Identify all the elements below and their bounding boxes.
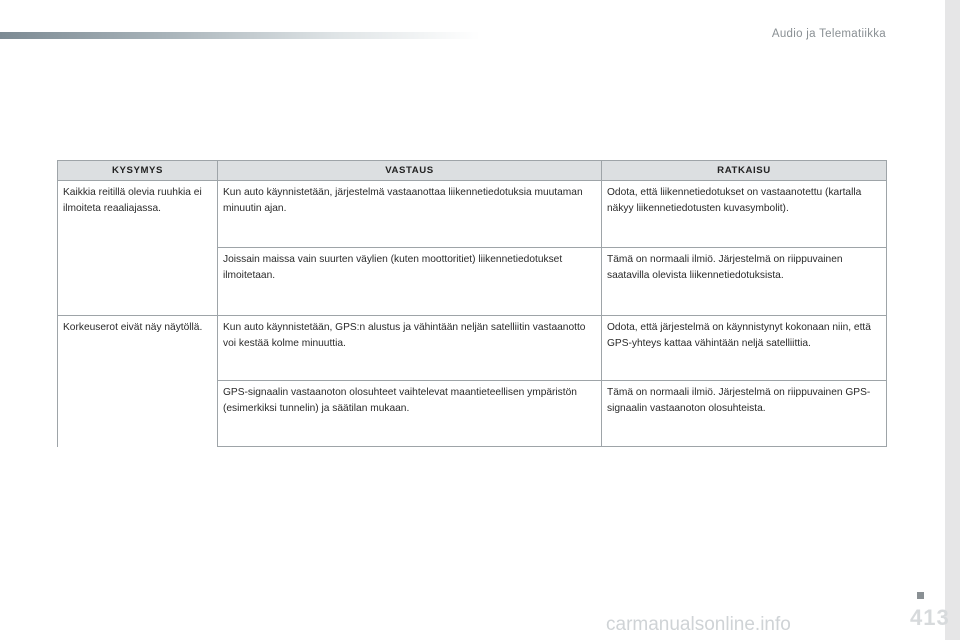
solution-cell: Odota, että järjestelmä on käynnistynyt kokonaan niin, että GPS-yhteys kattaa vähintään neljä satelliittia. xyxy=(602,316,887,381)
column-header-answer: VASTAUS xyxy=(218,161,602,181)
section-title: Audio ja Telematiikka xyxy=(771,28,886,40)
table-row xyxy=(58,316,887,381)
solution-cell: Odota, että liikennetiedotukset on vastaanotettu (kartalla näkyy liikennetiedotusten kuvasymbolit). xyxy=(602,181,887,248)
question-cell: Kaikkia reitillä olevia ruuhkia ei ilmoiteta reaaliajassa. xyxy=(58,181,218,248)
column-header-solution: RATKAISU xyxy=(602,161,887,181)
column-header-question: KYSYMYS xyxy=(58,161,218,181)
solution-cell: Tämä on normaali ilmiö. Järjestelmä on riippuvainen saatavilla olevista liikennetiedotuksista. xyxy=(602,248,887,316)
table-row xyxy=(58,248,887,316)
page-number: 413 xyxy=(910,605,950,630)
answer-cell: Kun auto käynnistetään, järjestelmä vastaanottaa liikennetiedotuksia muutaman minuutin ajan. xyxy=(218,181,602,248)
page-side-strip xyxy=(945,0,960,640)
table-row xyxy=(58,381,887,447)
solution-cell: Tämä on normaali ilmiö. Järjestelmä on riippuvainen GPS-signaalin vastaanoton olosuhteista. xyxy=(602,381,887,447)
answer-cell: Joissain maissa vain suurten väylien (kuten moottoritiet) liikennetiedotukset ilmoitetaan. xyxy=(218,248,602,316)
table-row xyxy=(58,181,887,248)
header-decorative-bar xyxy=(0,32,480,39)
answer-cell: Kun auto käynnistetään, GPS:n alustus ja vähintään neljän satelliitin vastaanotto voi kestää kolme minuuttia. xyxy=(218,316,602,381)
watermark: carmanualsonline.info xyxy=(606,614,791,635)
question-cell xyxy=(58,381,218,447)
question-cell xyxy=(58,248,218,316)
question-cell: Korkeuserot eivät näy näytöllä. xyxy=(58,316,218,381)
answer-cell: GPS-signaalin vastaanoton olosuhteet vaihtelevat maantieteellisen ympäristön (esimerkiksi tunnelin) ja säätilan mukaan. xyxy=(218,381,602,447)
page-marker xyxy=(917,592,924,599)
table-header-row xyxy=(58,161,887,181)
troubleshooting-table xyxy=(57,160,887,447)
